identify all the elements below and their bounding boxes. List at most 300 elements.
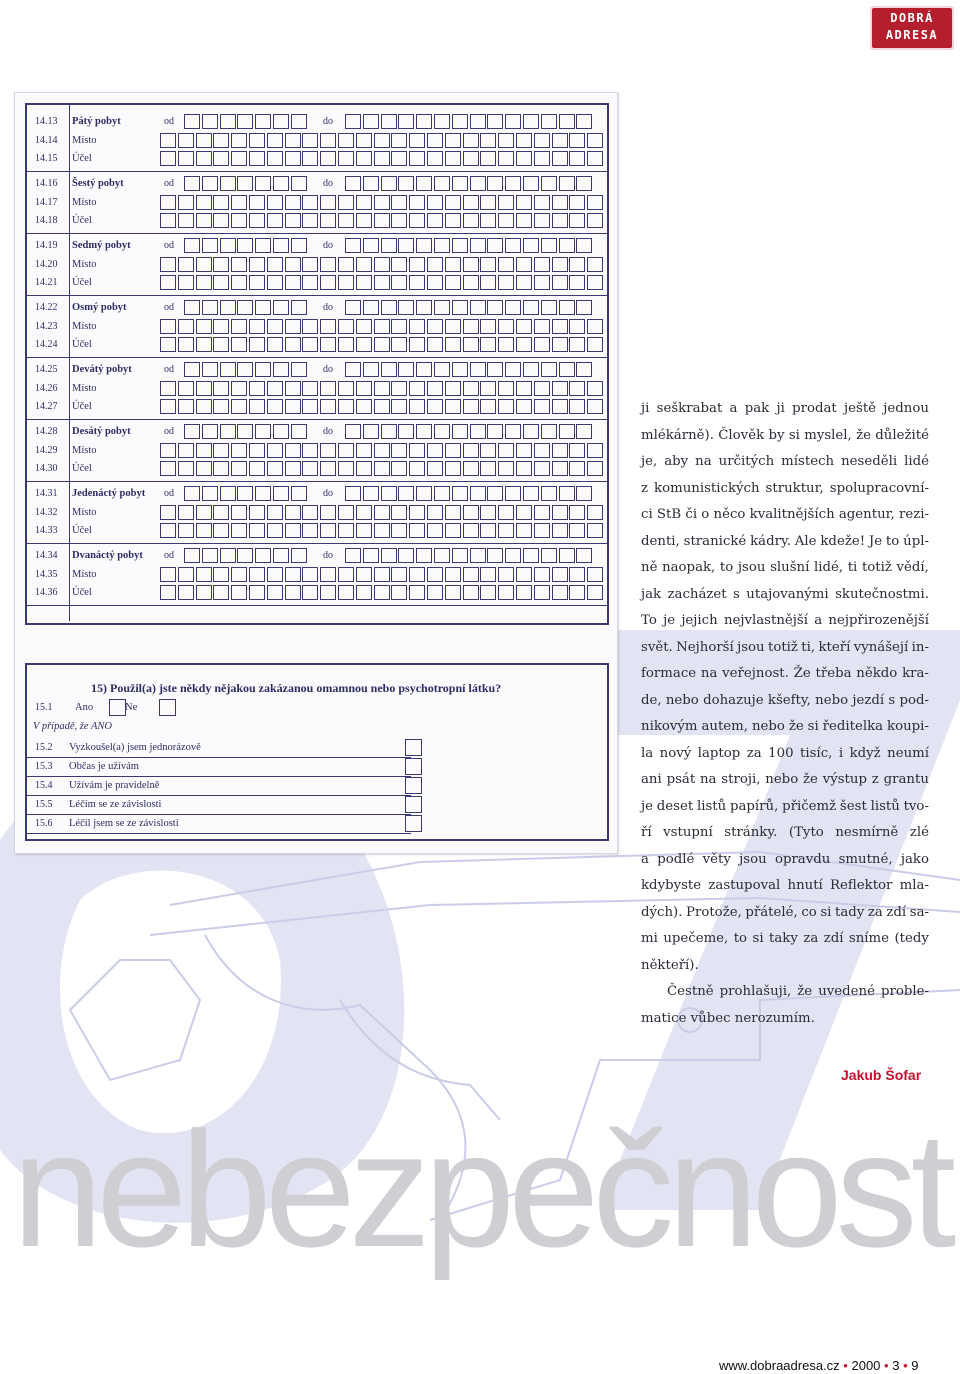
word: psát [666,772,696,787]
word: deset [656,798,694,814]
article-line [641,958,929,985]
input-box [576,114,592,129]
input-box [381,114,397,129]
input-box [356,585,372,600]
input-box [184,300,200,315]
option-checkbox [405,739,422,756]
row-number: 14.16 [35,178,58,189]
word: zdí [823,931,844,946]
input-box [463,505,479,520]
article-line-text: někteří). [641,957,699,973]
input-box [338,275,354,290]
input-box [320,151,336,166]
input-box [434,362,450,377]
word: kšefty, [767,692,811,708]
word: ti [847,560,858,575]
word: agentur, [838,507,895,522]
input-box [534,257,550,272]
input-box [196,585,212,600]
input-box [398,238,414,253]
place-boxes [160,133,605,149]
input-box [576,362,592,377]
input-box [302,213,318,228]
input-box [480,505,496,520]
word: Je [868,533,883,549]
input-box [160,585,176,600]
article-line [641,454,929,481]
input-box [569,275,585,290]
input-box [363,424,379,439]
word: StB [656,507,682,522]
option-label: Vyzkoušel(a) jsem jednorázově [69,742,201,753]
input-box [434,114,450,129]
word: nový [659,745,692,761]
word: kteří [818,639,851,655]
word: ti, [801,639,816,655]
word: sníme [848,931,890,946]
row-label: Místo [72,134,97,146]
input-box [213,195,229,210]
input-box [416,362,432,377]
row-label: Účel [72,587,92,599]
input-box [445,523,461,538]
input-box [541,300,557,315]
word: neseděli [841,454,898,469]
input-box [381,486,397,501]
input-box [541,548,557,563]
article-line [641,1011,929,1038]
input-box [363,300,379,315]
input-box [184,424,200,439]
input-box [160,381,176,396]
input-box [487,362,503,377]
input-box [498,213,514,228]
from-date-boxes [184,362,309,378]
input-box [356,151,372,166]
article-line [641,693,929,720]
input-box [231,585,247,600]
input-box [463,381,479,396]
form-row [27,175,607,193]
input-box [291,362,307,377]
input-box [363,176,379,191]
input-box [178,461,194,476]
article-line [641,428,929,455]
input-box [409,337,425,352]
form-row [27,318,607,336]
input-box [434,424,450,439]
input-box [213,505,229,520]
article-line [641,905,929,932]
word: jsou [739,851,767,867]
input-box [213,399,229,414]
input-box [356,381,372,396]
input-box [160,461,176,476]
word: třeba [815,666,852,681]
input-box [255,238,271,253]
input-box [498,505,514,520]
input-box [249,443,265,458]
input-box [587,523,603,538]
article-line [641,984,929,1011]
input-box [463,133,479,148]
input-box [160,195,176,210]
article-line [641,825,929,852]
input-box [302,399,318,414]
word: a [814,613,823,628]
word: autem, [701,719,748,734]
question-15-title: 15) Použil(a) jste někdy nějakou zakázanou omamnou nebo psychotropní látku? [91,681,502,695]
row-number: 14.20 [35,258,58,270]
word: formace [641,666,697,681]
word: veřejnost. [722,666,789,681]
input-box [534,567,550,582]
input-box [391,505,407,520]
input-box [213,275,229,290]
row-label: Šestý pobyt [72,178,124,189]
input-box [267,151,283,166]
row-label: Místo [72,196,97,208]
word: lidé [904,454,929,469]
input-box [505,176,521,191]
option-checkbox [405,777,422,794]
input-box [427,567,443,582]
form-row [27,398,607,416]
input-box [480,151,496,166]
row-label: Účel [72,401,92,413]
input-box [237,114,253,129]
row-separator [27,295,609,296]
input-box [409,505,425,520]
input-box [587,443,603,458]
input-box [463,151,479,166]
input-box [196,381,212,396]
input-box [237,176,253,191]
row-number: 14.24 [35,339,58,351]
purpose-boxes [160,275,605,291]
row-number: 14.36 [35,587,58,599]
input-box [409,257,425,272]
input-box [356,567,372,582]
input-box [255,114,271,129]
input-box [255,300,271,315]
input-box [523,548,539,563]
input-box [463,523,479,538]
input-box [231,381,247,396]
input-box [160,443,176,458]
input-box [320,585,336,600]
input-box [285,257,301,272]
input-box [196,213,212,228]
input-box [237,238,253,253]
input-box [213,257,229,272]
form-row [27,547,607,565]
input-box [345,300,361,315]
option-checkbox [405,796,422,813]
row-number: 14.29 [35,444,58,456]
word: věty [702,851,731,867]
row-number: 14.19 [35,240,58,251]
input-box [470,176,486,191]
word: to [733,931,748,946]
input-box [178,381,194,396]
input-box [427,275,443,290]
input-box [320,213,336,228]
word: na [699,772,717,787]
word: vstupní [663,825,713,840]
input-box [285,151,301,166]
input-box [302,133,318,148]
input-box [534,523,550,538]
input-box [552,585,568,600]
if-yes-label: V případě, že ANO [33,721,112,732]
input-box [434,548,450,563]
input-box [374,319,390,334]
input-box [480,213,496,228]
input-box [445,381,461,396]
word: kádry. [750,533,791,549]
purpose-boxes [160,213,605,229]
row-number: 14.35 [35,568,58,580]
row-label: Osmý pobyt [72,302,127,313]
row-separator [27,357,609,358]
input-box [445,275,461,290]
form-row [27,194,607,212]
input-box [273,238,289,253]
word: si [807,719,819,734]
input-box [416,176,432,191]
input-box [409,399,425,414]
input-box [452,300,468,315]
input-box [363,114,379,129]
word: určitých [718,454,775,469]
input-box [569,399,585,414]
input-box [285,523,301,538]
input-box [381,362,397,377]
word: ci [641,507,653,522]
input-box [463,213,479,228]
input-box [320,195,336,210]
word: lidé, [813,560,844,575]
footer-year: 2000 [851,1358,881,1373]
article-text [641,401,929,1037]
input-box [374,257,390,272]
input-box [569,461,585,476]
input-box [534,151,550,166]
input-box [267,195,283,210]
input-box [498,195,514,210]
input-box [285,461,301,476]
input-box [498,585,514,600]
input-box [320,461,336,476]
input-box [427,133,443,148]
input-box [409,381,425,396]
input-box [391,523,407,538]
input-box [231,195,247,210]
word: někdo [856,666,898,681]
input-box [255,486,271,501]
input-box [587,151,603,166]
input-box [409,213,425,228]
input-box [285,275,301,290]
input-box [231,461,247,476]
input-box [338,213,354,228]
word: kvalitnějších [749,507,835,522]
from-label: od [164,302,174,313]
word: seškrabat [656,401,723,416]
section-title: nebezpečnost [12,1098,950,1281]
input-box [178,585,194,600]
to-date-boxes [345,486,594,502]
input-box [184,114,200,129]
input-box [231,523,247,538]
word: utajovanými [746,586,829,602]
word: ji [776,401,785,416]
to-label: do [323,178,333,189]
input-box [409,151,425,166]
word: upečeme, [663,931,729,946]
input-box [576,176,592,191]
input-box [320,523,336,538]
input-box [445,213,461,228]
input-box [534,133,550,148]
input-box [498,443,514,458]
input-box [291,300,307,315]
input-box [196,399,212,414]
input-box [470,362,486,377]
word: listů [696,798,727,814]
input-box [480,337,496,352]
input-box [184,486,200,501]
input-box [445,399,461,414]
logo-line-1: DOBRÁ [890,11,934,25]
word: papírů, [729,798,779,814]
form-row [27,739,607,757]
word: jednou [883,401,929,416]
input-box [470,548,486,563]
input-box [320,381,336,396]
from-date-boxes [184,176,309,192]
row-number: 14.28 [35,426,58,437]
input-box [231,505,247,520]
input-box [255,424,271,439]
article-line [641,746,929,773]
row-number: 14.31 [35,488,58,499]
input-box [463,195,479,210]
form-row [27,522,607,540]
input-box [285,319,301,334]
input-box [381,300,397,315]
row-separator [27,171,609,172]
input-box [338,151,354,166]
word: jezdí [852,692,885,708]
word: grantu [883,772,929,787]
input-box [480,461,496,476]
input-box [285,585,301,600]
form-row [27,423,607,441]
input-box [534,443,550,458]
input-box [498,257,514,272]
input-box [178,337,194,352]
input-box [427,461,443,476]
row-separator [27,833,411,834]
input-box [338,567,354,582]
input-box [541,238,557,253]
input-box [356,523,372,538]
author-signature: Jakub Šofar [841,1067,922,1083]
input-box [374,505,390,520]
input-box [587,461,603,476]
input-box [445,585,461,600]
word: zdí [886,904,907,920]
input-box [463,585,479,600]
word: za [746,745,762,761]
form-row [27,699,607,717]
input-box [374,523,390,538]
input-box [391,257,407,272]
input-box [470,238,486,253]
row-number: 15.6 [35,818,53,829]
input-box [220,548,236,563]
word: by [768,427,785,443]
input-box [523,114,539,129]
article-line [641,931,929,958]
input-box [516,523,532,538]
row-number: 14.22 [35,302,58,313]
option-label: Občas je užívám [69,761,139,772]
input-box [202,300,218,315]
input-box [516,133,532,148]
input-box [516,213,532,228]
word: kdybyste [641,878,702,893]
word: či [685,507,698,522]
input-box [160,505,176,520]
word: na [700,666,718,681]
word: dohazuje [703,692,764,708]
input-box [498,567,514,582]
word: jsou [737,639,765,655]
input-box [249,461,265,476]
input-box [427,585,443,600]
word: koupi- [887,719,929,734]
article-line [641,401,929,428]
input-box [516,381,532,396]
input-box [196,523,212,538]
article-line [641,878,929,905]
word: zacházet [667,586,727,602]
word: prohlašuji, [719,984,792,999]
input-box [534,337,550,352]
word: stranické [683,533,747,549]
word: skutečnostmi. [835,586,929,602]
input-box [516,257,532,272]
input-box [196,461,212,476]
to-label: do [323,364,333,375]
row-number: 15.3 [35,761,53,772]
input-box [470,486,486,501]
row-number: 15.5 [35,799,53,810]
input-box [516,151,532,166]
word: na [695,454,712,469]
input-box [552,567,568,582]
input-box [463,337,479,352]
input-box [338,195,354,210]
input-box [320,505,336,520]
article-line [641,772,929,799]
input-box [213,567,229,582]
purpose-boxes [160,151,605,167]
input-box [391,337,407,352]
